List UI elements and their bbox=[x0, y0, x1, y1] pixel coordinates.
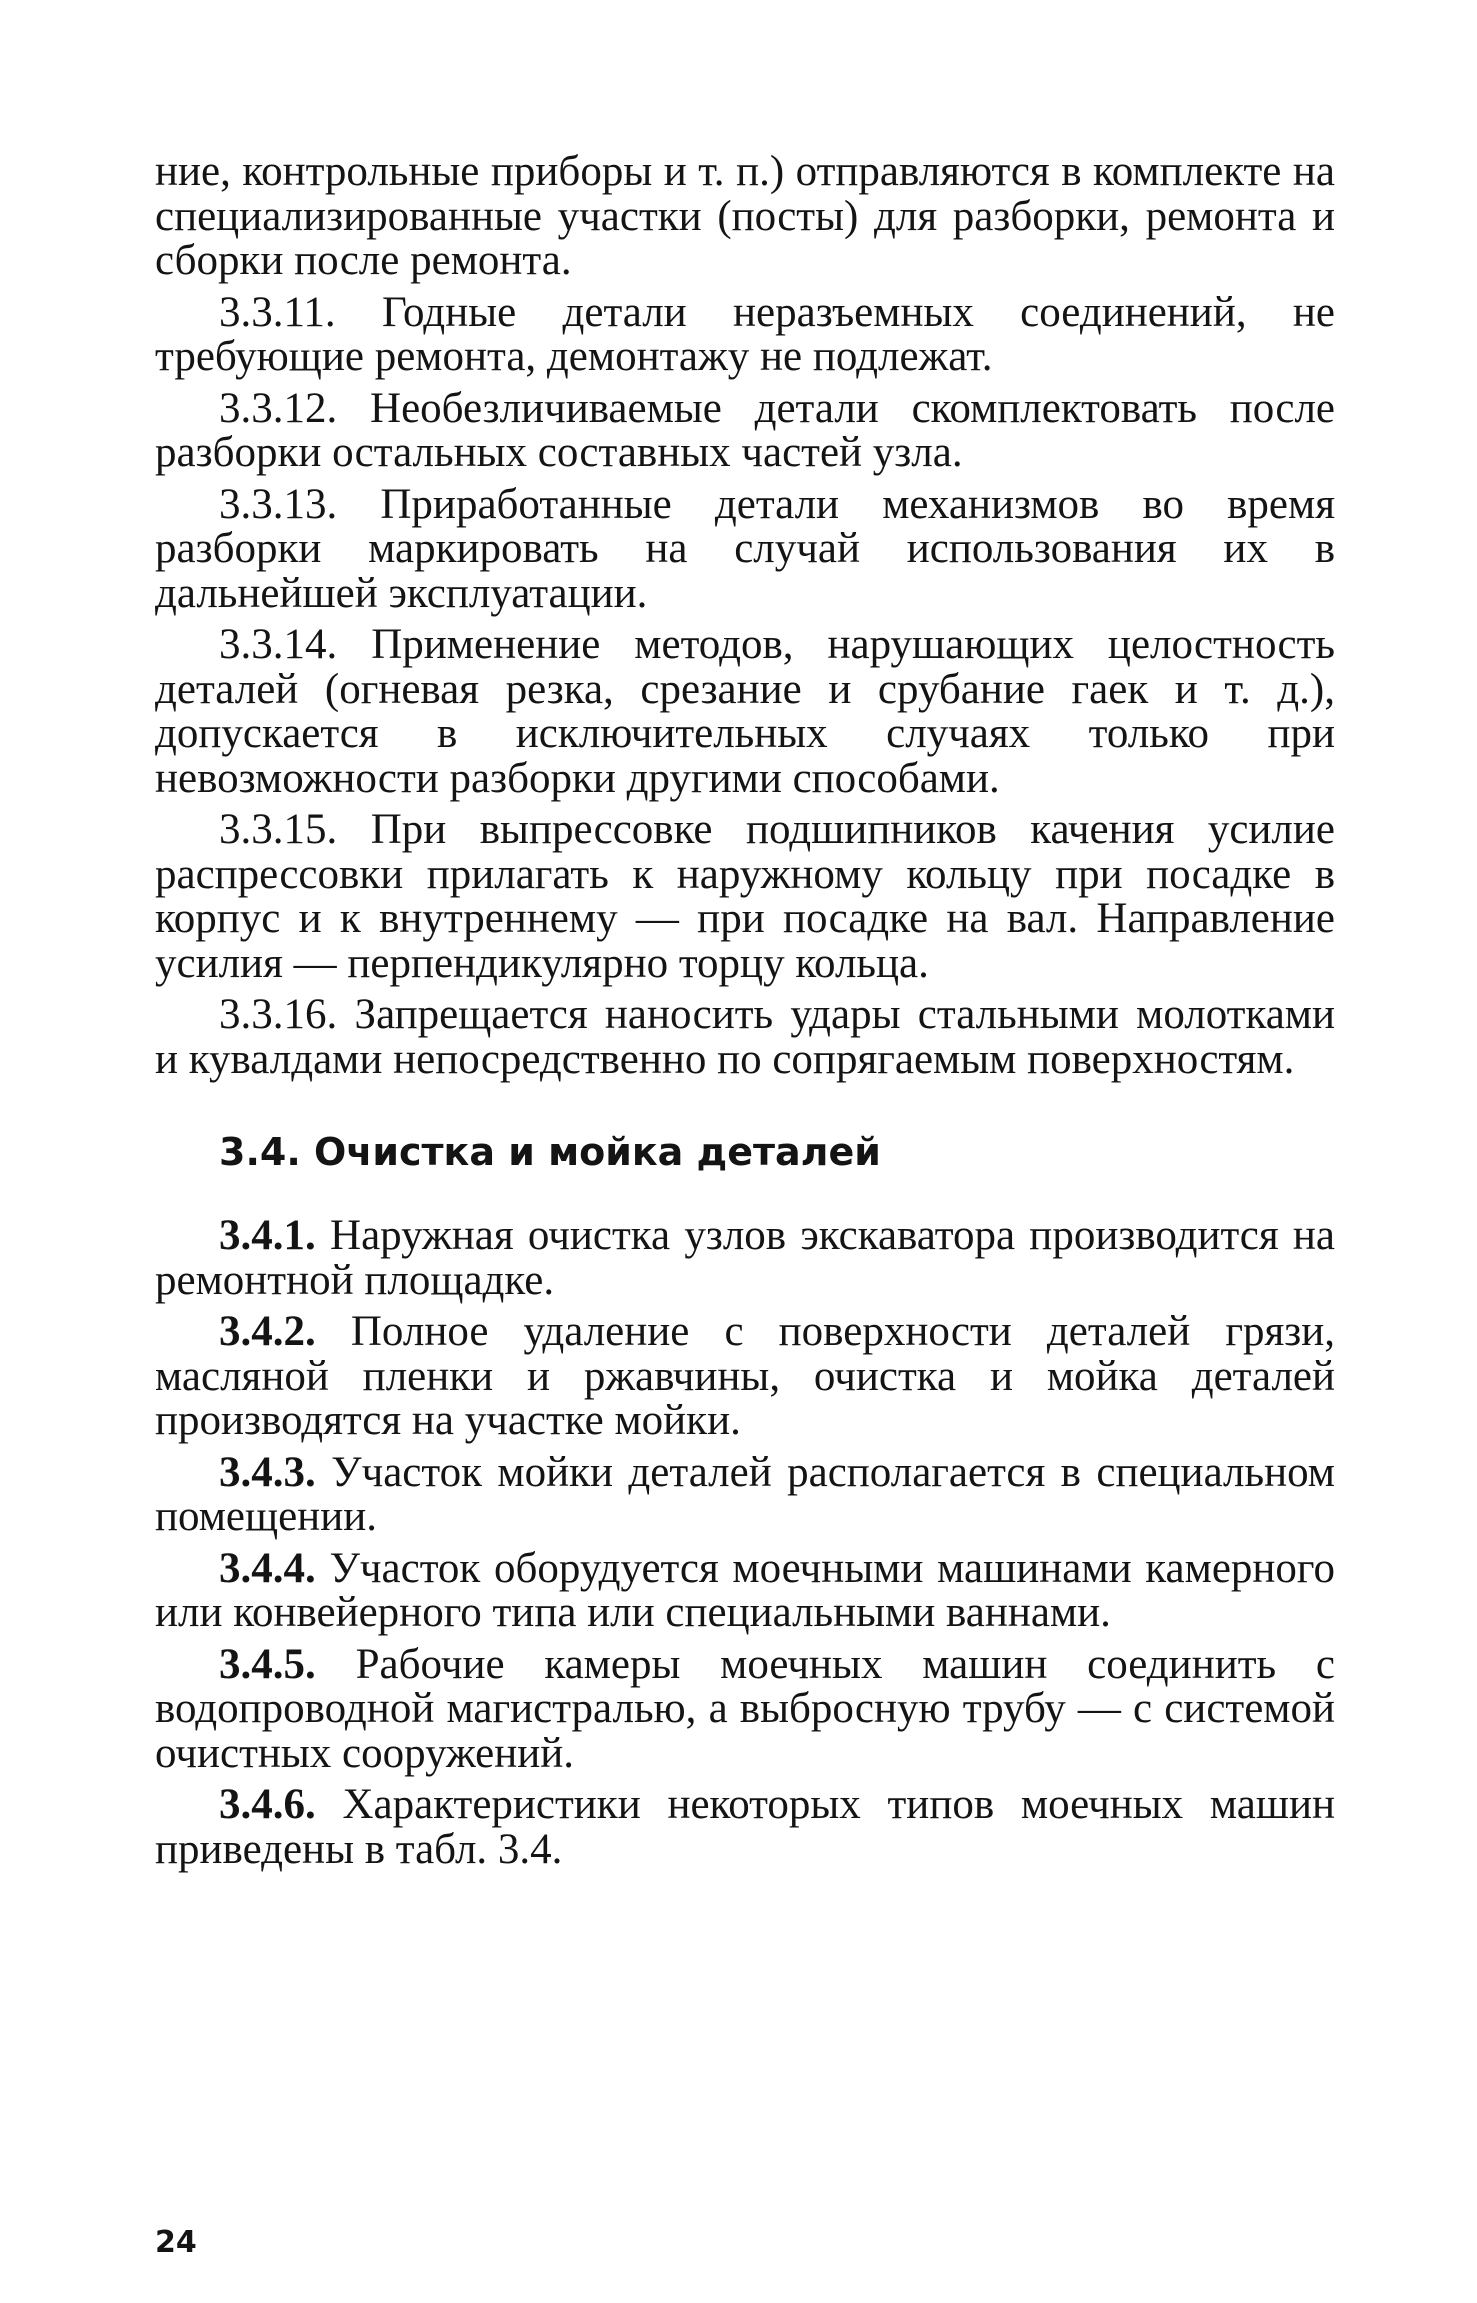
item-text: Характеристики некоторых типов моечных машин приведены в табл. 3.4. bbox=[155, 1781, 1335, 1873]
item-number: 3.3.12. bbox=[219, 384, 338, 432]
item-number: 3.3.15. bbox=[219, 806, 338, 853]
item-number: 3.4.3. bbox=[219, 1448, 316, 1496]
item-number: 3.4.5. bbox=[219, 1640, 316, 1688]
item-number: 3.4.4. bbox=[219, 1544, 316, 1592]
section-heading: 3.4. Очистка и мойка деталей bbox=[219, 1130, 881, 1174]
item-text: Наружная очистка узлов экскаватора производится на ремонтной площадке. bbox=[155, 1212, 1336, 1304]
item-text: Участок мойки деталей располагается в специальном помещении. bbox=[155, 1448, 1336, 1540]
item-number: 3.4.2. bbox=[219, 1308, 316, 1355]
page-number: 24 bbox=[155, 2225, 197, 2260]
item-text: Рабочие камеры моечных машин соединить с водопроводной магистралью, а выбросную трубу — с системой очистных сооружений. bbox=[155, 1640, 1336, 1777]
item-text: Годные детали неразъемных соединений, не требующие ремонта, демонтажу не подлежат. bbox=[155, 288, 1335, 380]
item-text: Запрещается наносить удары стальными молотками и кувалдами непосредственно по сопрягаемым поверхностям. bbox=[155, 991, 1335, 1083]
item-3-4-3 bbox=[155, 1448, 1336, 1540]
item-3-4-4 bbox=[155, 1544, 1336, 1636]
item-3-3-11 bbox=[155, 288, 1335, 380]
item-text: Приработанные детали механизмов во время разборки маркировать на случай использования их в дальнейшей эксплуатации. bbox=[155, 480, 1335, 617]
item-3-4-2 bbox=[155, 1310, 1335, 1444]
item-number: 3.3.11. bbox=[219, 288, 336, 336]
item-3-4-5 bbox=[155, 1640, 1336, 1777]
item-3-3-15 bbox=[155, 808, 1335, 986]
item-number: 3.3.16. bbox=[219, 991, 338, 1038]
item-text: Необезличиваемые детали скомплектовать после разборки остальных составных частей узла. bbox=[155, 384, 1335, 476]
item-number: 3.3.13. bbox=[219, 480, 338, 528]
item-text: Участок оборудуется моечными машинами камерного или конвейерного типа или специальными ваннами. bbox=[155, 1544, 1336, 1636]
item-number: 3.4.1. bbox=[219, 1212, 316, 1259]
page-body bbox=[155, 150, 1335, 1879]
item-3-4-6 bbox=[155, 1783, 1335, 1872]
item-text: Применение методов, нарушающих целостность деталей (огневая резка, срезание и срубание гаек и т. д.), допускается в исключительных случаях только при невозможности разборки другими способами. bbox=[155, 621, 1336, 802]
continuation-paragraph: ние, контрольные приборы и т. п.) отправляются в комплекте на специализированные участки (посты) для разборки, ремонта и сборки после ремонта. bbox=[155, 148, 1335, 284]
item-3-3-12 bbox=[155, 384, 1335, 476]
item-number: 3.3.14. bbox=[219, 621, 338, 668]
item-3-3-13 bbox=[155, 480, 1335, 617]
item-3-3-14 bbox=[155, 623, 1335, 801]
item-3-3-16 bbox=[155, 993, 1335, 1082]
item-number: 3.4.6. bbox=[219, 1781, 316, 1828]
item-3-4-1 bbox=[155, 1214, 1335, 1303]
item-text: Полное удаление с поверхности деталей грязи, масляной пленки и ржавчины, очистка и мойка деталей производятся на участке мойки. bbox=[155, 1308, 1335, 1444]
item-text: При выпрессовке подшипников качения усилие распрессовки прилагать к наружному кольцу при посадке в корпус и к внутреннему — при посадке на вал. Направление усилия — перпендикулярно торцу кольца. bbox=[155, 806, 1335, 987]
